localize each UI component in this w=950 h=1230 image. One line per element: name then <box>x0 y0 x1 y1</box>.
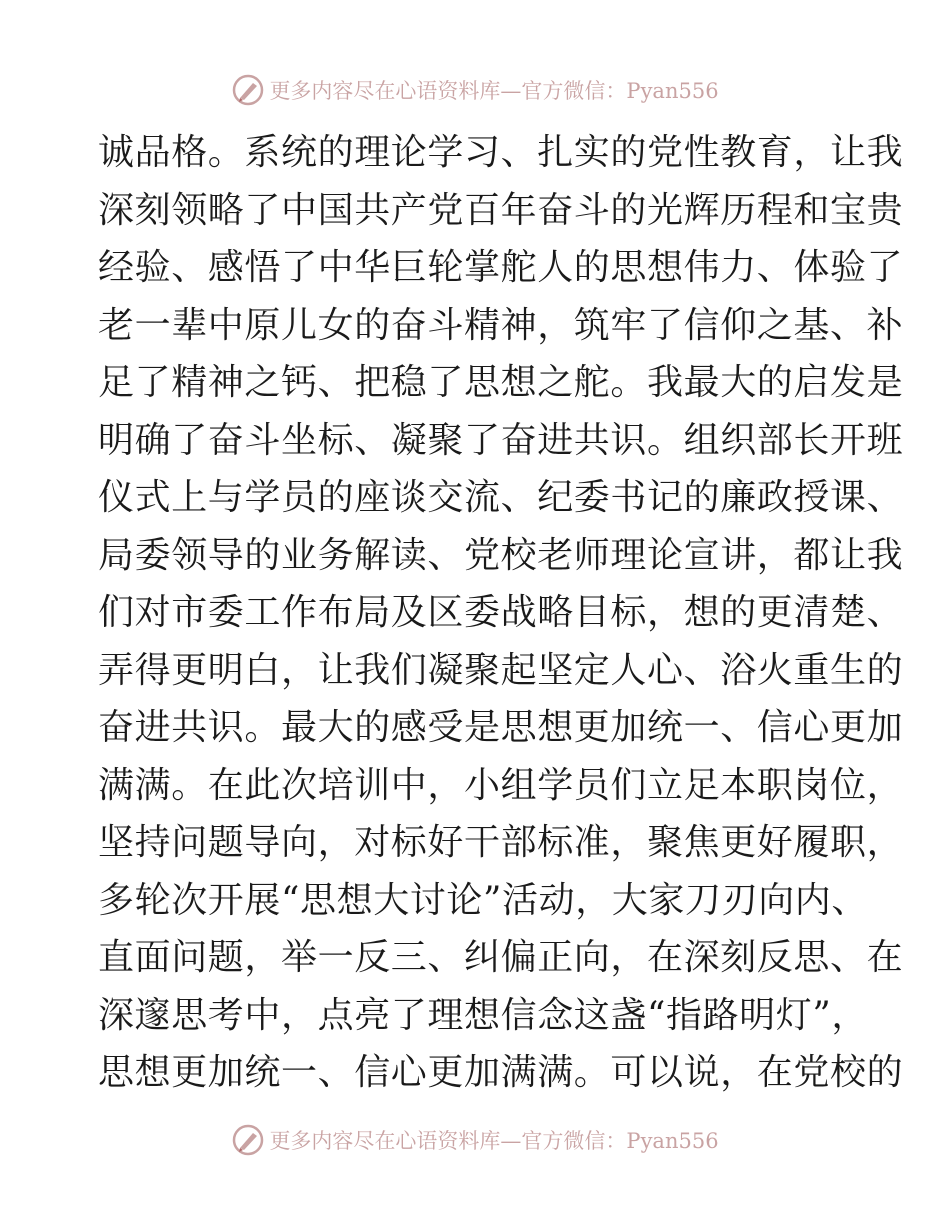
body-line: 们对市委工作布局及区委战略目标，想的更清楚、 <box>98 592 904 633</box>
header-banner-text: 更多内容尽在心语资料库—官方微信：Pyan556 <box>269 79 719 103</box>
body-line: 老一辈中原儿女的奋斗精神，筑牢了信仰之基、补 <box>98 304 904 346</box>
document-body <box>98 124 904 1102</box>
body-line: 明确了奋斗坐标、凝聚了奋进共识。组织部长开班 <box>98 419 904 461</box>
footer-banner-text: 更多内容尽在心语资料库—官方微信：Pyan556 <box>269 1129 719 1153</box>
pen-circle-logo-icon <box>231 1123 265 1157</box>
footer-banner <box>0 1120 950 1160</box>
body-line: 仪式上与学员的座谈交流、纪委书记的廉政授课、 <box>98 477 904 518</box>
body-line: 局委领导的业务解读、党校老师理论宣讲，都让我 <box>98 534 904 576</box>
body-line: 弄得更明白，让我们凝聚起坚定人心、浴火重生的 <box>98 649 904 691</box>
body-line: 思想更加统一、信心更加满满。可以说，在党校的 <box>98 1052 904 1093</box>
body-line: 多轮次开展“思想大讨论”活动，大家刀刃向内、 <box>98 879 869 921</box>
body-line: 深刻领略了中国共产党百年奋斗的光辉历程和宝贵 <box>98 189 904 231</box>
body-line: 足了精神之钙、把稳了思想之舵。我最大的启发是 <box>98 362 904 403</box>
body-line: 深邃思考中，点亮了理想信念这盏“指路明灯”， <box>98 994 869 1036</box>
body-line: 诚品格。系统的理论学习、扎实的党性教育，让我 <box>98 132 904 173</box>
pen-circle-logo-icon <box>231 73 265 107</box>
body-line: 奋进共识。最大的感受是思想更加统一、信心更加 <box>98 707 904 748</box>
body-line: 坚持问题导向，对标好干部标准，聚焦更好履职， <box>98 822 904 863</box>
body-line: 直面问题，举一反三、纠偏正向，在深刻反思、在 <box>98 937 904 978</box>
body-line: 满满。在此次培训中，小组学员们立足本职岗位， <box>98 764 904 806</box>
header-banner <box>0 70 950 110</box>
body-line: 经验、感悟了中华巨轮掌舵人的思想伟力、体验了 <box>98 247 904 288</box>
